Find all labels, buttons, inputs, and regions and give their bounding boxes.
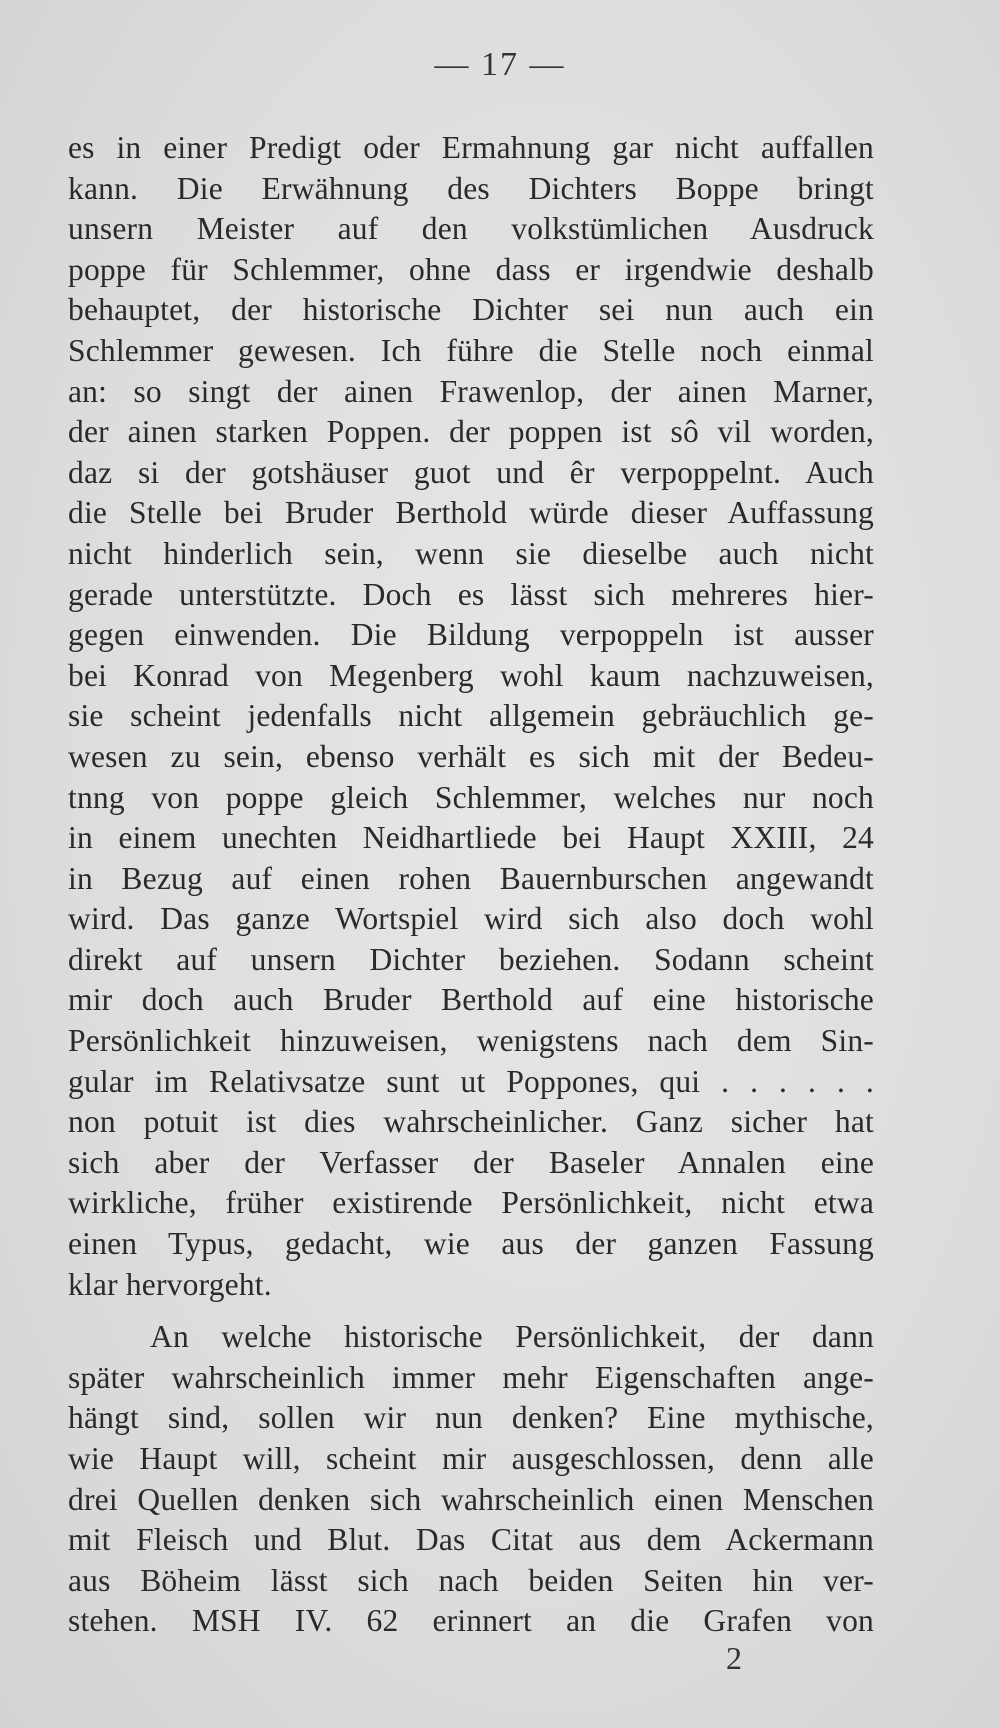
text-line: direkt auf unsern Dichter beziehen. Sodann scheint bbox=[68, 941, 874, 977]
page-number-header: — 17 — bbox=[434, 46, 566, 83]
text-line: hängt sind, sollen wir nun denken? Eine mythische, bbox=[68, 1400, 874, 1436]
text-line: aus Böheim lässt sich nach beiden Seiten hin ver- bbox=[68, 1562, 874, 1598]
text-line: an: so singt der ainen Frawenlop, der ainen Marner, bbox=[68, 373, 874, 409]
text-line: gegen einwenden. Die Bildung verpoppeln ist ausser bbox=[68, 617, 874, 653]
text-line: nicht hinderlich sein, wenn sie dieselbe auch nicht bbox=[68, 535, 874, 571]
text-line: daz si der gotshäuser guot und êr verpoppelnt. Auch bbox=[68, 454, 874, 490]
body-text bbox=[68, 128, 874, 1642]
paragraph-1 bbox=[68, 128, 874, 1305]
text-line: gerade unterstützte. Doch es lässt sich mehreres hier- bbox=[68, 576, 874, 612]
text-line: wird. Das ganze Wortspiel wird sich also doch wohl bbox=[68, 901, 874, 937]
text-line: der ainen starken Poppen. der poppen ist sô vil worden, bbox=[68, 414, 874, 450]
text-line: einen Typus, gedacht, wie aus der ganzen Fassung bbox=[68, 1226, 874, 1262]
text-line: in Bezug auf einen rohen Bauernburschen angewandt bbox=[68, 860, 874, 896]
text-line: wie Haupt will, scheint mir ausgeschlossen, denn alle bbox=[68, 1441, 874, 1476]
signature-mark: 2 bbox=[726, 1640, 742, 1676]
text-line: sie scheint jedenfalls nicht allgemein gebräuchlich ge- bbox=[68, 698, 874, 734]
text-line: tnng von poppe gleich Schlemmer, welches nur noch bbox=[68, 779, 874, 815]
text-line: wirkliche, früher existirende Persönlichkeit, nicht etwa bbox=[68, 1185, 874, 1221]
text-line: non potuit ist dies wahrscheinlicher. Ganz sicher hat bbox=[68, 1104, 874, 1140]
text-line: stehen. MSH IV. 62 erinnert an die Grafen von bbox=[68, 1603, 874, 1639]
text-line: kann. Die Erwähnung des Dichters Boppe bringt bbox=[68, 170, 874, 206]
text-line: es in einer Predigt oder Ermahnung gar nicht auffallen bbox=[68, 130, 874, 165]
text-line: poppe für Schlemmer, ohne dass er irgendwie deshalb bbox=[68, 251, 874, 287]
text-line: mir doch auch Bruder Berthold auf eine historische bbox=[68, 982, 874, 1018]
text-line: drei Quellen denken sich wahrscheinlich einen Menschen bbox=[68, 1481, 874, 1517]
text-line: gular im Relativsatze sunt ut Poppones, qui . . . . . . bbox=[68, 1063, 874, 1099]
text-line: Persönlichkeit hinzuweisen, wenigstens nach dem Sin- bbox=[68, 1023, 874, 1059]
text-line: klar hervorgeht. bbox=[68, 1266, 272, 1302]
text-line: mit Fleisch und Blut. Das Citat aus dem Ackermann bbox=[68, 1522, 874, 1558]
text-line: bei Konrad von Megenberg wohl kaum nachzuweisen, bbox=[68, 657, 874, 693]
text-line: An welche historische Persönlichkeit, der dann bbox=[150, 1319, 874, 1355]
text-line: unsern Meister auf den volkstümlichen Ausdruck bbox=[68, 211, 874, 247]
text-line: später wahrscheinlich immer mehr Eigenschaften ange- bbox=[68, 1359, 874, 1395]
text-line: in einem unechten Neidhartliede bei Haupt XXIII, 24 bbox=[68, 820, 874, 856]
text-line: wesen zu sein, ebenso verhält es sich mit der Bedeu- bbox=[68, 738, 874, 774]
text-line: sich aber der Verfasser der Baseler Annalen eine bbox=[68, 1144, 874, 1180]
paragraph-2 bbox=[68, 1317, 874, 1642]
text-line: die Stelle bei Bruder Berthold würde dieser Auffassung bbox=[68, 495, 874, 531]
paragraph-gap bbox=[68, 1305, 874, 1317]
text-line: behauptet, der historische Dichter sei nun auch ein bbox=[68, 292, 874, 328]
text-line: Schlemmer gewesen. Ich führe die Stelle noch einmal bbox=[68, 332, 874, 368]
